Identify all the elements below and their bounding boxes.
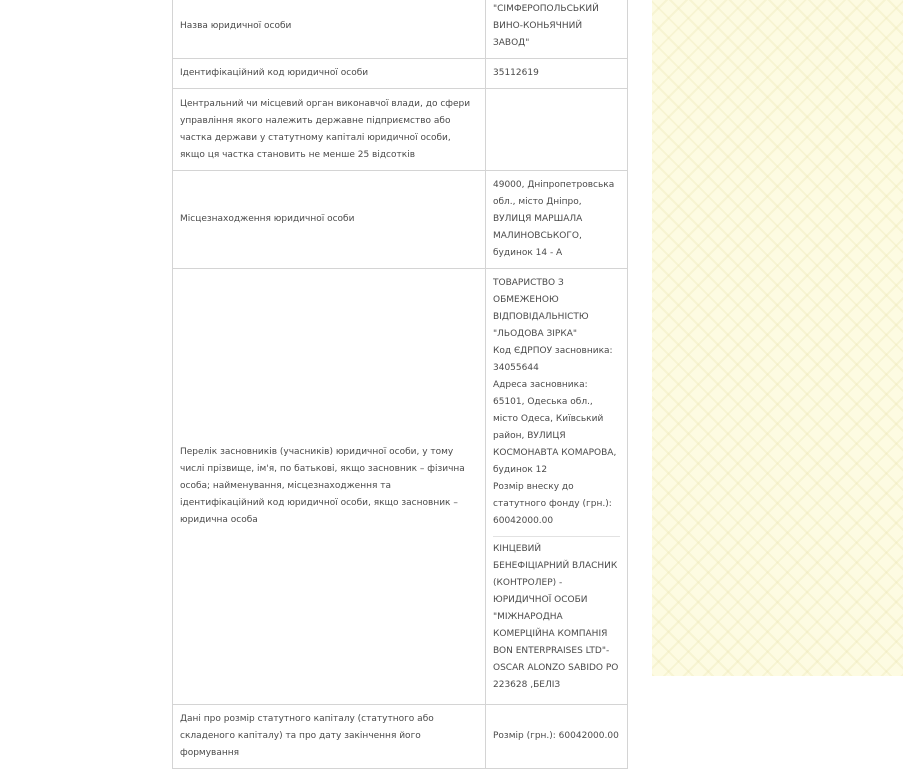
capital-label: Дані про розмір статутного капіталу (статутного або складеного капіталу) та про дату закінчення його формування: [173, 705, 486, 769]
table-row: [173, 705, 628, 769]
legal-entity-table: [172, 0, 628, 769]
founder-contribution: Розмір внеску до статутного фонду (грн.): 60042000.00: [493, 482, 612, 526]
capital-value: Розмір (грн.): 60042000.00: [486, 705, 628, 769]
authority-label: Центральний чи місцевий орган виконавчої влади, до сфери управління якого належить державне підприємство або частка держави у статутному капіталі юридичної особи, якщо ця частка становить не менше 25 відсотків: [173, 89, 486, 171]
entity-name-label: Назва юридичної особи: [173, 0, 486, 59]
entity-code-label: Ідентифікаційний код юридичної особи: [173, 59, 486, 89]
founders-label: Перелік засновників (учасників) юридичної особи, у тому числі прізвище, ім'я, по батькові, якщо засновник – фізична особа; найменування, місцезнаходження та ідентифікаційний код юридичної особи, якщо засновник – юридична особа: [173, 269, 486, 705]
entity-code-value: 35112619: [486, 59, 628, 89]
table-row: [173, 59, 628, 89]
beneficiary-info: КІНЦЕВИЙ БЕНЕФІЦІАРНИЙ ВЛАСНИК (КОНТРОЛЕР) - ЮРИДИЧНОЇ ОСОБИ "МІЖНАРОДНА КОМЕРЦІЙНА КОМПАНІЯ BON ENTERPRAISES LTD"- OSCAR ALONZO SABIDO PO 223628 ,БЕЛІЗ: [493, 536, 620, 694]
table-row: [173, 171, 628, 269]
founder-name: ТОВАРИСТВО З ОБМЕЖЕНОЮ ВІДПОВІДАЛЬНІСТЮ "ЛЬОДОВА ЗІРКА": [493, 278, 589, 339]
authority-value: [486, 89, 628, 171]
location-label: Місцезнаходження юридичної особи: [173, 171, 486, 269]
table-row: [173, 89, 628, 171]
founders-value: [486, 269, 628, 705]
entity-name-value: "СІМФЕРОПОЛЬСЬКИЙ ВИНО-КОНЬЯЧНИЙ ЗАВОД": [486, 0, 628, 59]
table-row: [173, 269, 628, 705]
decorative-pattern-panel: [652, 0, 903, 676]
founder-address: Адреса засновника: 65101, Одеська обл., місто Одеса, Київський район, ВУЛИЦЯ КОСМОНАВТА КОМАРОВА, будинок 12: [493, 380, 617, 475]
founder-code: Код ЄДРПОУ засновника: 34055644: [493, 346, 613, 373]
location-value: 49000, Дніпропетровська обл., місто Дніпро, ВУЛИЦЯ МАРШАЛА МАЛИНОВСЬКОГО, будинок 14 - А: [486, 171, 628, 269]
table-row: [173, 0, 628, 59]
